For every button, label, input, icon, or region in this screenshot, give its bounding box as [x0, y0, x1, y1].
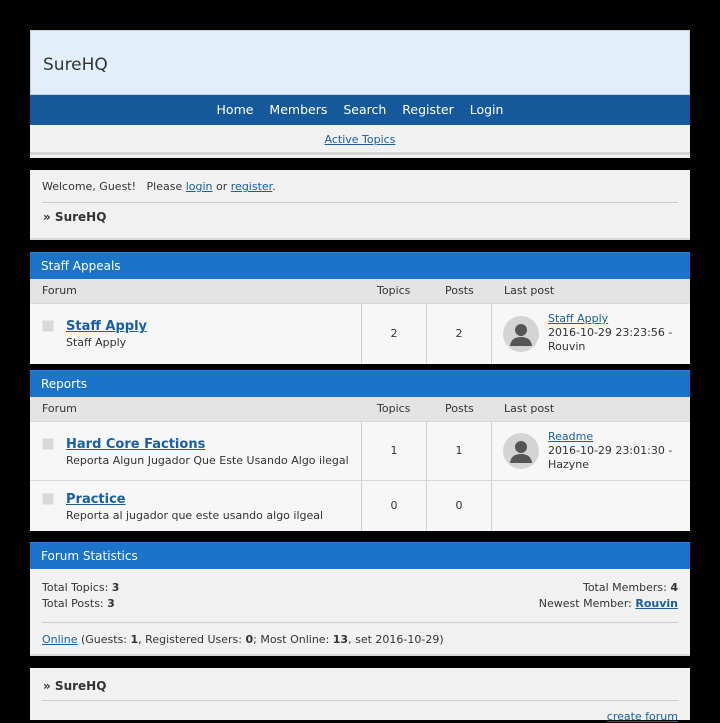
login-link[interactable]: login [185, 180, 213, 193]
breadcrumb: » SureHQ [43, 679, 107, 693]
guests-label: (Guests: [77, 633, 131, 646]
col-posts: Posts [445, 284, 474, 297]
nav-search[interactable]: Search [343, 102, 387, 117]
topic-count: 0 [390, 499, 398, 512]
last-post-date: 2016-10-29 23:23:56 - [548, 326, 673, 339]
total-members-value: 4 [670, 581, 678, 594]
footer [30, 668, 690, 723]
most-online-value: 13 [332, 633, 349, 646]
most-online-date: , set 2016-10-29) [348, 633, 444, 646]
forum-status-icon [42, 438, 54, 450]
registered-value: 0 [245, 633, 254, 646]
last-post-user: Hazyne [548, 458, 590, 471]
forum-statistics [30, 542, 690, 656]
col-topics: Topics [377, 402, 411, 415]
last-post-topic-link[interactable]: Staff Apply [548, 312, 609, 325]
total-members [583, 581, 678, 594]
last-post-topic-link[interactable]: Readme [548, 430, 594, 443]
subnav [30, 125, 690, 155]
topic-count: 1 [390, 444, 398, 457]
main-nav [30, 95, 690, 125]
col-last-post: Last post [504, 284, 555, 297]
newest-member [539, 597, 678, 610]
active-topics-link[interactable]: Active Topics [324, 133, 396, 146]
welcome-prefix: Welcome, Guest! Please [42, 180, 186, 193]
welcome-or: or [212, 180, 231, 193]
total-members-label: Total Members: [582, 581, 671, 594]
forum-link[interactable]: Hard Core Factions [66, 437, 206, 452]
create-forum-link[interactable]: create forum [606, 710, 678, 723]
divider [42, 700, 678, 701]
total-topics-value: 3 [111, 581, 120, 594]
divider [42, 622, 678, 623]
column-headers [30, 397, 690, 421]
topic-count: 2 [390, 327, 398, 340]
online-stats [42, 633, 444, 646]
forum-link[interactable]: Staff Apply [66, 319, 148, 334]
registered-label: , Registered Users: [138, 633, 246, 646]
total-posts [42, 597, 115, 610]
total-topics [42, 581, 119, 594]
col-topics: Topics [377, 284, 411, 297]
welcome-text [30, 170, 690, 202]
welcome-box [30, 170, 690, 240]
register-link[interactable]: register [230, 180, 273, 193]
last-post-date: 2016-10-29 23:01:30 - [548, 444, 673, 457]
guests-value: 1 [130, 633, 139, 646]
category-reports [30, 370, 690, 530]
last-post-empty [492, 481, 690, 531]
online-link[interactable]: Online [42, 633, 78, 646]
category-staff-appeals [30, 252, 690, 364]
avatar-icon[interactable] [503, 316, 539, 352]
total-posts-label: Total Posts: [42, 597, 108, 610]
forum-row [30, 303, 690, 364]
forum-row [30, 480, 690, 531]
category-title[interactable]: Staff Appeals [30, 252, 690, 279]
nav-register[interactable]: Register [402, 102, 454, 117]
col-forum: Forum [42, 402, 77, 415]
forum-status-icon [42, 320, 54, 332]
header [30, 30, 690, 158]
col-posts: Posts [445, 402, 474, 415]
post-count: 1 [455, 444, 463, 457]
site-title: SureHQ [30, 30, 690, 95]
newest-member-link[interactable]: Rouvin [635, 597, 678, 610]
stats-title: Forum Statistics [30, 542, 690, 569]
total-topics-label: Total Topics: [42, 581, 112, 594]
newest-member-label: Newest Member: [538, 597, 636, 610]
post-count: 2 [455, 327, 463, 340]
breadcrumb: » SureHQ [43, 210, 107, 224]
column-headers [30, 279, 690, 303]
nav-home[interactable]: Home [216, 102, 254, 117]
forum-link[interactable]: Practice [66, 492, 126, 507]
forum-description: Staff Apply [66, 336, 127, 349]
welcome-suffix: . [272, 180, 276, 193]
forum-description: Reporta al jugador que este usando algo ilgeal [66, 509, 324, 522]
total-posts-value: 3 [107, 597, 115, 610]
forum-description: Reporta Algun Jugador Que Este Usando Algo ilegal [66, 454, 349, 467]
avatar-icon[interactable] [503, 433, 539, 469]
forum-status-icon [42, 493, 54, 505]
col-last-post: Last post [504, 402, 555, 415]
last-post-user: Rouvin [548, 340, 586, 353]
forum-row [30, 421, 690, 480]
nav-members[interactable]: Members [269, 102, 328, 117]
nav-login[interactable]: Login [469, 102, 504, 117]
category-title[interactable]: Reports [30, 370, 690, 397]
most-online-label: ; Most Online: [253, 633, 333, 646]
col-forum: Forum [42, 284, 77, 297]
post-count: 0 [455, 499, 463, 512]
